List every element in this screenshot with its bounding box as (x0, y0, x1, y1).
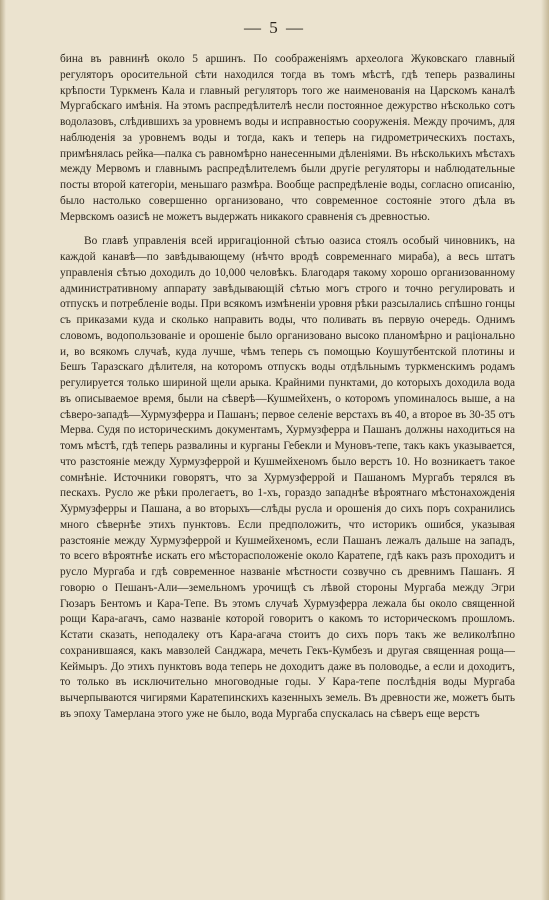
page-edge-shadow-right (541, 0, 549, 900)
paragraph-1: бина въ равнинѣ около 5 аршинъ. По соображеніямъ археолога Жуковскаго главный регуляторъ оросительной сѣти находился тогда въ томъ мѣстѣ, гдѣ теперь развалины крѣпости Туркменъ Кала и главный регуляторъ того же наименованія на Царскомъ каналѣ Мургабскаго имѣнія. На этомъ распредѣлителѣ несли постоянное дежурство нѣсколько сотъ водолазовъ, слѣдившихъ за уровнемъ воды и исправностью сооруженія. Между прочимъ, для наблюденія за уровнемъ воды и тогда, какъ и теперь на гидрометрическихъ постахъ, примѣнялась рейка—палка съ равномѣрно нанесенными дѣленіями. Въ нѣсколькихъ мѣстахъ между Мервомъ и главнымъ распредѣлителемъ были другіе регуляторы и наблюдательные посты второй категоріи, меньшаго размѣра. Вообще распредѣленіе воды, согласно описанію, было настолько совершенно организовано, что современное состояніе этого дѣла въ Мервскомъ оазисѣ не можетъ выдержать никакого сравненія съ древностью. (60, 53, 515, 223)
page-edge-shadow-left (0, 0, 6, 900)
page-number: — 5 — (244, 18, 305, 37)
body-text (60, 52, 515, 723)
paragraph-2: Во главѣ управленія всей ирригаціонной сѣтью оазиса стоялъ особый чиновникъ, на каждой канавѣ—по завѣдывающему (нѣчто вродѣ современнаго мираба), а весь штатъ управленія сѣтью доходилъ до 10,000 человѣкъ. Благодаря такому хорошо организованному административному аппарату завѣдывающій сѣтью могъ строго и точно регулировать и отпускъ и потребленіе воды. При всякомъ измѣненіи уровня рѣки разсылались спѣшно гонцы съ приказами куда и сколько направить воды, что поливать въ первую очередь. Однимъ словомъ, водопользованіе и орошеніе было организовано высоко планомѣрно и раціонально и, во всякомъ случаѣ, куда лучше, чѣмъ теперь съ помощью Коушутбентской плотины и Бешъ Таразскаго дѣлителя, на которомъ отпускъ воды отдѣльнымъ туркменскимъ родамъ регулируется только шириной щели арыка. Крайними пунктами, до которыхъ доходила вода въ описываемое время, были на сѣверѣ—Кушмейхенъ, о которомъ упоминалось выше, а на сѣверо-западѣ—Хурмузферра и Пашанъ; первое селеніе верстахъ въ 40, а второе въ 30-35 отъ Мерва. Судя по историческимъ документамъ, Хурмузферра и Пашанъ должны находиться на томъ мѣстѣ, гдѣ теперь развалины и курганы Гебекли и Муновъ-тепе, такъ какъ указывается, что разстояніе между Хурмузферрой и Кушмейхеномъ было верстъ 10. Но возникаетъ такое сомнѣніе. Источники говорятъ, что за Хурмузферрой и Пашаномъ Мургабъ терялся въ пескахъ. Русло же рѣки пролегаетъ, во 1-хъ, гораздо западнѣе вѣроятнаго мѣстонахожденія Хурмузферры и Пашана, а во вторыхъ—слѣды русла и орошенія до сихъ поръ сохранились много сѣвернѣе этихъ пунктовъ. Если предположить, что историкъ ошибся, указывая разстояніе между Хурмузферрой и Кушмейхеномъ, если Пашанъ лежалъ дальше на западъ, то всего вѣроятнѣе искать его мѣсторасположеніе около Каратепе, гдѣ какъ разъ проходитъ и русло Мургаба и гдѣ современное названіе мѣстности созвучно съ древнимъ Пашанъ. Я говорю о Пешанъ-Али—земельномъ урочищѣ съ лѣвой стороны Мургаба между Эгри Гюзаръ Бентомъ и Кара-Тепе. Въ этомъ случаѣ Хурмузферра лежала бы около священной рощи Кара-агачъ, само названіе которой говоритъ о какомъ то историческомъ прошломъ. Кстати сказать, неподалеку отъ Кара-агача стоитъ до сихъ поръ такъ же великолѣпно сохранившаяся, какъ мавзолей Санджара, мечеть Гекъ-Кумбезъ и другая священная роща—Кеймыръ. До этихъ пунктовъ вода теперь не доходитъ даже въ половодье, а если и доходитъ, то только въ исключительно многоводные годы. У Кара-тепе послѣднія воды Мургаба вычерпываются чигирями Каратепинскихъ казенныхъ земель. Въ древности же, можетъ быть въ эпоху Тамерлана этого уже не было, вода Мургаба спускалась на сѣверъ еще верстъ (60, 235, 515, 720)
